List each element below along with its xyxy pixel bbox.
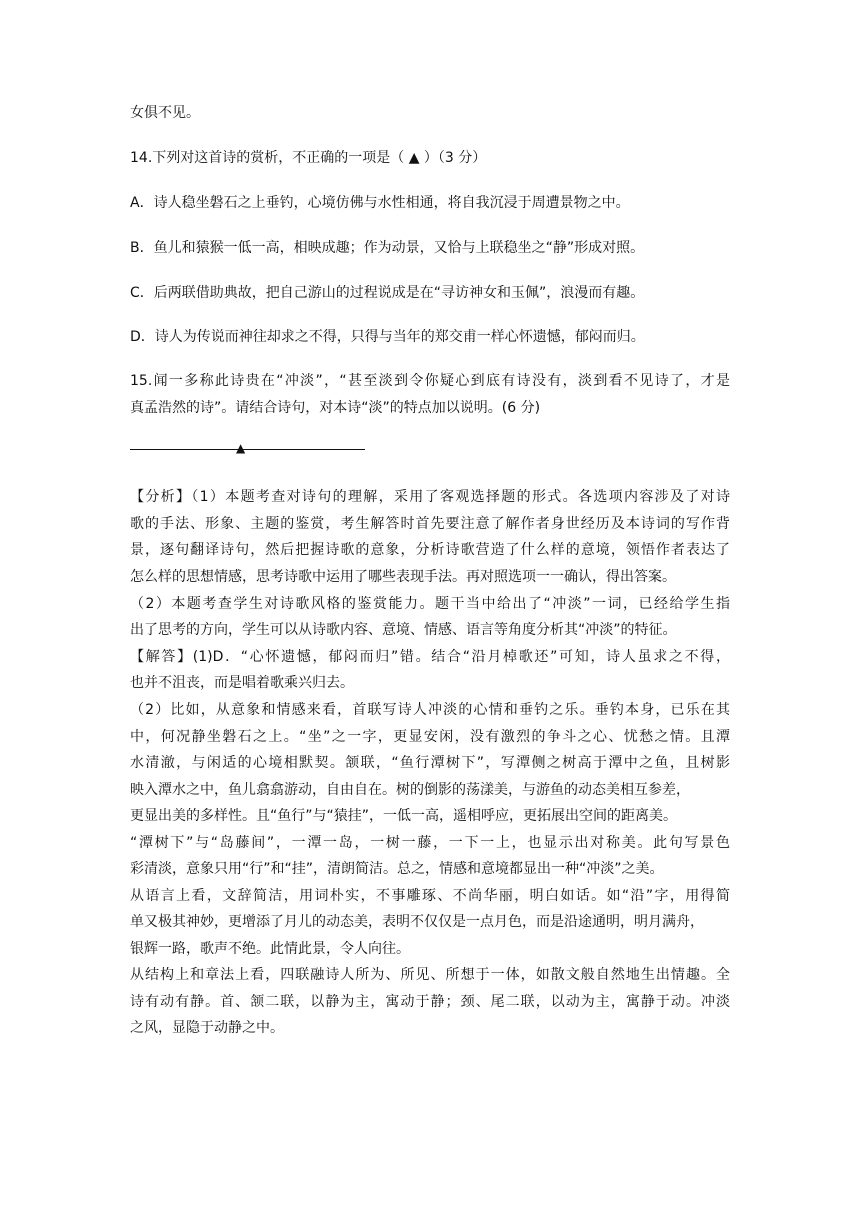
solution-line: “潭树下”与“岛藤间”，一潭一岛，一树一藤，一下一上，也显示出对称美。此句写景色 — [130, 835, 730, 851]
option-b: B．鱼儿和猿猴一低一高，相映成趣；作为动景，又恰与上联稳坐之“静”形成对照。 — [130, 240, 645, 256]
solution-line: （2）比如，从意象和情感来看，首联写诗人冲淡的心情和垂钓之乐。垂钓本身，已乐在其 — [130, 702, 730, 718]
solution-line: 诗有动有静。首、颔二联，以静为主，寓动于静；颈、尾二联，以动为主，寓静于动。冲淡 — [130, 994, 730, 1010]
option-c: C．后两联借助典故，把自己游山的过程说成是在“寻访神女和玉佩”，浪漫而有趣。 — [130, 285, 645, 301]
solution-line: 单又极其神妙，更增添了月儿的动态美，表明不仅仅是一点月色，而是沿途通明，明月满舟， — [130, 914, 704, 930]
text-line: 女俱不见。 — [130, 105, 200, 121]
solution-line: 【解答】(1)D．“心怀遗憾，郁闷而归”错。结合“沿月棹歌还”可知，诗人虽求之不得， — [130, 649, 730, 665]
analysis-line: 出了思考的方向，学生可以从诗歌内容、意境、情感、语言等角度分析其“冲淡”的特征。 — [130, 622, 677, 638]
analysis-line: 歌的手法、形象、主题的鉴赏，考生解答时首先要注意了解作者身世经历及本诗词的写作背 — [130, 516, 730, 532]
solution-line: 更显出美的多样性。且“鱼行”与“猿挂”，一低一高，遥相呼应，更拓展出空间的距离美。 — [130, 808, 678, 824]
solution-line: 之风，显隐于动静之中。 — [130, 1020, 284, 1036]
solution-line: 彩清淡，意象只用“行”和“挂”，清朗简洁。总之，情感和意境都显出一种“冲淡”之美。 — [130, 861, 664, 877]
question-15-line-1: 15.闻一多称此诗贵在“冲淡”，“甚至淡到令你疑心到底有诗没有，淡到看不见诗了，才是 — [130, 373, 730, 389]
solution-line: 从结构上和章法上看，四联融诗人所为、所见、所想于一体，如散文般自然地生出情趣。全 — [130, 967, 730, 983]
solution-line: 水清澈，与闲适的心境相默契。颔联，“鱼行潭树下”，写潭侧之树高于潭中之鱼，且树影 — [130, 755, 730, 771]
question-14: 14.下列对这首诗的赏析，不正确的一项是（ ▲ ）（3 分） — [130, 150, 487, 166]
solution-line: 映入潭水之中，鱼儿翕翕游动，自由自在。树的倒影的荡漾美，与游鱼的动态美相互参差， — [130, 782, 690, 798]
analysis-line: 【分析】（1）本题考查对诗句的理解，采用了客观选择题的形式。各选项内容涉及了对诗 — [130, 489, 730, 505]
answer-blank-line — [130, 449, 365, 450]
question-15-line-2: 真孟浩然的诗”。请结合诗句，对本诗“淡”的特点加以说明。(6 分) — [130, 400, 541, 416]
blank-marker: ▲ — [236, 441, 246, 455]
solution-line: 也并不沮丧，而是唱着歌乘兴归去。 — [130, 675, 354, 691]
option-d: D．诗人为传说而神往却求之不得，只得与当年的郑交甫一样心怀遗憾，郁闷而归。 — [130, 329, 645, 345]
analysis-line: 怎么样的思想情感，思考诗歌中运用了哪些表现手法。再对照选项一一确认，得出答案。 — [130, 569, 676, 585]
analysis-line: 景，逐句翻译诗句，然后把握诗歌的意象，分析诗歌营造了什么样的意境，领悟作者表达了 — [130, 542, 730, 558]
analysis-line: （2）本题考查学生对诗歌风格的鉴赏能力。题干当中给出了“冲淡”一词，已经给学生指 — [130, 596, 730, 612]
solution-line: 中，何况静坐磐石之上。“坐”之一字，更显安闲，没有激烈的争斗之心、忧愁之情。且潭 — [130, 729, 730, 745]
solution-line: 从语言上看，文辞简洁，用词朴实，不事雕琢、不尚华丽，明白如话。如“沿”字，用得简 — [130, 888, 730, 904]
solution-line: 银辉一路，歌声不绝。此情此景，令人向往。 — [130, 941, 410, 957]
option-a: A．诗人稳坐磐石之上垂钓，心境仿佛与水性相通，将自我沉浸于周遭景物之中。 — [130, 195, 630, 211]
